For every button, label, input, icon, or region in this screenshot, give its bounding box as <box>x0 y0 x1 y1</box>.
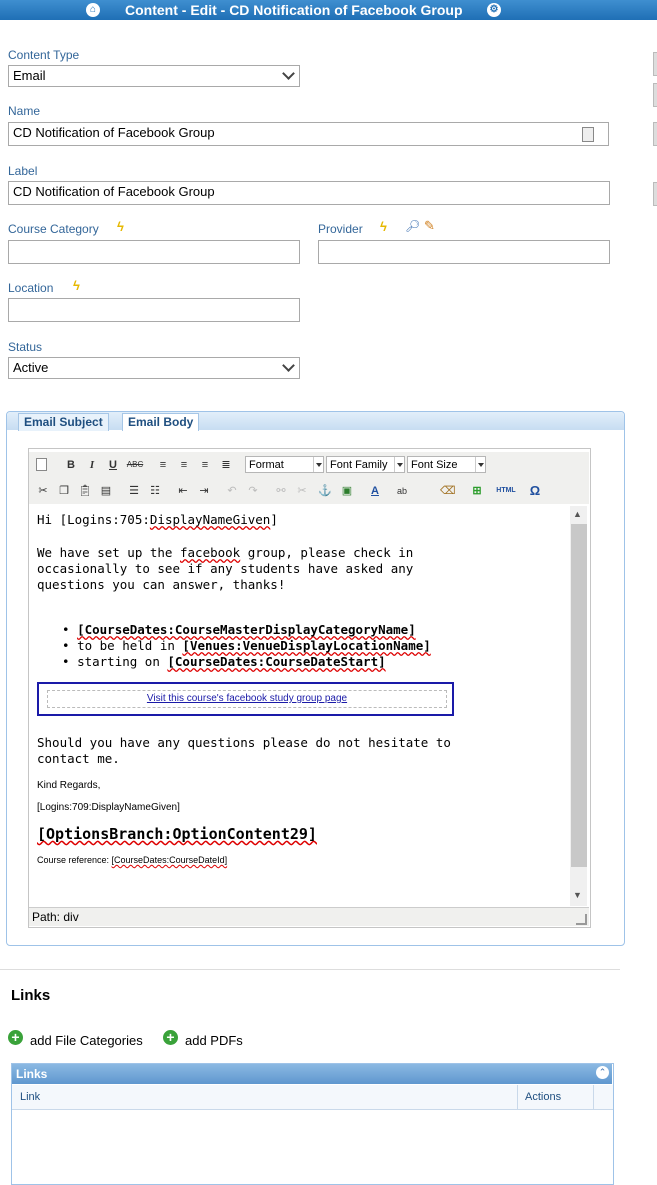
gear-icon[interactable]: ⚙ <box>487 3 501 17</box>
bullet-text: to be held in <box>77 638 183 653</box>
insert-table-icon[interactable]: ⊞ <box>472 485 482 497</box>
name-value: CD Notification of Facebook Group <box>13 125 215 140</box>
course-reference-token: [CourseDates:CourseDateId] <box>111 855 228 865</box>
scroll-up-icon[interactable]: ▲ <box>573 509 582 519</box>
font-family-select-label: Font Family <box>330 459 388 471</box>
format-select[interactable] <box>245 456 324 473</box>
links-heading: Links <box>11 987 51 1004</box>
provider-label: Provider <box>318 222 363 236</box>
unlink-icon[interactable]: ✂ <box>297 485 307 497</box>
course-category-label: Course Category <box>8 222 99 236</box>
format-select-label: Format <box>249 459 284 471</box>
column-header-actions-label: Actions <box>525 1091 562 1103</box>
label-label: Label <box>8 164 38 178</box>
chevron-down-icon <box>394 457 404 472</box>
home-icon[interactable]: ⌂ <box>86 3 100 17</box>
lightning-icon[interactable]: ϟ <box>380 219 387 234</box>
copy-icon[interactable]: ❐ <box>59 485 69 497</box>
name-label: Name <box>8 104 41 118</box>
column-header-link[interactable] <box>12 1085 517 1110</box>
align-right-icon[interactable]: ≡ <box>201 459 209 471</box>
bold-icon[interactable]: B <box>67 459 75 471</box>
course-reference-prefix: Course reference: <box>37 855 112 865</box>
section-divider <box>0 969 620 970</box>
chevron-down-icon <box>282 67 295 80</box>
link-box-inner <box>47 690 447 708</box>
plus-icon[interactable]: + <box>8 1030 23 1045</box>
provider-input[interactable] <box>318 240 610 264</box>
greeting-token: DisplayNameGiven <box>149 512 271 527</box>
bullet-list-icon[interactable]: ☰ <box>129 485 139 497</box>
greeting-line <box>37 512 278 527</box>
bullet-text: starting on <box>77 654 168 669</box>
highlight-color-icon[interactable]: ab <box>396 486 407 496</box>
redo-icon[interactable]: ↷ <box>248 485 258 497</box>
edge-control <box>653 122 657 146</box>
greeting-suffix: ] <box>270 512 278 527</box>
paragraph-line: occasionally to see if any students have asked any <box>37 561 414 576</box>
collapse-icon[interactable]: ⌃ <box>596 1066 609 1079</box>
edge-control <box>653 83 657 107</box>
html-source-button[interactable]: HTML <box>496 487 516 494</box>
align-center-icon[interactable]: ≡ <box>180 459 188 471</box>
course-reference-line <box>37 855 227 865</box>
facebook-group-link[interactable]: Visit this course's facebook study group page <box>146 693 348 704</box>
special-character-icon[interactable]: Ω <box>529 483 541 498</box>
paragraph-text: group, please check in <box>240 545 414 560</box>
status-value: Active <box>13 360 49 375</box>
tab-email-subject[interactable]: Email Subject <box>18 413 109 431</box>
clear-formatting-icon[interactable]: ⌫ <box>440 485 456 497</box>
paragraph-line: contact me. <box>37 751 120 766</box>
font-family-select[interactable] <box>326 456 405 473</box>
pencil-icon[interactable]: ✎ <box>424 218 435 233</box>
editor-status-bar <box>29 907 589 926</box>
paragraph-text: We have set up the <box>37 545 180 560</box>
course-category-input[interactable] <box>8 240 300 264</box>
content-type-label: Content Type <box>8 48 80 62</box>
link-icon[interactable]: ⚯ <box>276 485 286 497</box>
status-select[interactable] <box>8 357 300 379</box>
numbered-list-icon[interactable]: ☷ <box>150 485 160 497</box>
list-item: • to be held in [Venues:VenueDisplayLocationName] <box>62 638 431 653</box>
links-grid-title: Links <box>16 1067 48 1081</box>
signature-token: [Logins:709:DisplayNameGiven] <box>37 802 180 813</box>
options-branch-text: [OptionsBranch:OptionContent29] <box>37 825 317 843</box>
chevron-down-icon <box>282 359 295 372</box>
plus-icon[interactable]: + <box>163 1030 178 1045</box>
undo-icon[interactable]: ↶ <box>227 485 237 497</box>
paragraph-line: questions you can answer, thanks! <box>37 577 286 592</box>
name-input[interactable] <box>8 122 609 146</box>
label-value: CD Notification of Facebook Group <box>13 184 215 199</box>
location-label: Location <box>8 281 54 295</box>
bullet-token: [CourseDates:CourseMasterDisplayCategoryName] <box>77 622 416 637</box>
strikethrough-icon[interactable]: ABC <box>126 460 144 469</box>
new-document-icon[interactable] <box>36 458 47 471</box>
edge-control <box>653 52 657 76</box>
kind-regards-text: Kind Regards, <box>37 780 101 791</box>
outdent-icon[interactable]: ⇤ <box>178 485 188 497</box>
align-left-icon[interactable]: ≡ <box>159 459 167 471</box>
paragraph-line: Should you have any questions please do not hesitate to <box>37 735 451 750</box>
edge-control <box>653 182 657 206</box>
scroll-down-icon[interactable]: ▼ <box>573 890 582 900</box>
scrollbar-thumb[interactable] <box>571 524 587 867</box>
list-item: • [CourseDates:CourseMasterDisplayCategoryName] <box>62 622 416 637</box>
lightning-icon[interactable]: ϟ <box>117 219 124 234</box>
greeting-prefix: Hi [Logins:705: <box>37 512 150 527</box>
status-label: Status <box>8 340 43 354</box>
paste-text-icon[interactable]: ▤ <box>100 485 112 497</box>
window-title: Content - Edit - CD Notification of Facebook Group <box>125 2 463 18</box>
bullet-token: [Venues:VenueDisplayLocationName] <box>182 638 431 653</box>
font-size-select-label: Font Size <box>411 459 458 471</box>
paste-icon[interactable]: 📋︎ <box>78 485 92 497</box>
title-bar <box>0 0 657 20</box>
list-item: • starting on [CourseDates:CourseDateStart] <box>62 654 386 669</box>
tab-email-body[interactable]: Email Body <box>122 413 199 431</box>
search-icon[interactable]: 🔎︎ <box>405 219 421 233</box>
clipboard-icon[interactable] <box>582 127 594 142</box>
cut-icon[interactable]: ✂ <box>38 485 48 497</box>
editor-path: Path: div <box>32 910 79 924</box>
column-header-actions[interactable] <box>517 1085 594 1110</box>
editor-toolbar-row-1 <box>29 452 589 478</box>
link-box <box>37 682 454 716</box>
anchor-icon[interactable]: ⚓ <box>318 485 332 497</box>
chevron-down-icon <box>475 457 485 472</box>
font-size-select[interactable] <box>407 456 486 473</box>
italic-icon[interactable]: I <box>89 459 95 471</box>
image-icon[interactable]: ▣ <box>341 485 353 497</box>
align-justify-icon[interactable]: ≣ <box>221 459 231 471</box>
chevron-down-icon <box>313 457 323 472</box>
editor-toolbar-row-2 <box>29 478 589 504</box>
location-input[interactable] <box>8 298 300 322</box>
paragraph-line <box>37 545 413 560</box>
content-type-value: Email <box>13 68 46 83</box>
content-type-select[interactable] <box>8 65 300 87</box>
label-input[interactable] <box>8 181 610 205</box>
resize-handle-icon[interactable] <box>576 914 587 925</box>
add-pdfs-link[interactable]: add PDFs <box>185 1033 243 1048</box>
paragraph-text: facebook <box>180 545 241 560</box>
bullet-token: [CourseDates:CourseDateStart] <box>167 654 386 669</box>
column-header-link-label: Link <box>20 1091 41 1103</box>
options-branch-token <box>37 825 317 843</box>
indent-icon[interactable]: ⇥ <box>199 485 209 497</box>
column-header-spacer <box>593 1085 613 1110</box>
links-grid-header <box>12 1064 612 1084</box>
underline-icon[interactable]: U <box>109 459 117 471</box>
lightning-icon[interactable]: ϟ <box>73 278 80 293</box>
text-color-icon[interactable]: A <box>371 485 379 497</box>
add-file-categories-link[interactable]: add File Categories <box>30 1033 143 1048</box>
